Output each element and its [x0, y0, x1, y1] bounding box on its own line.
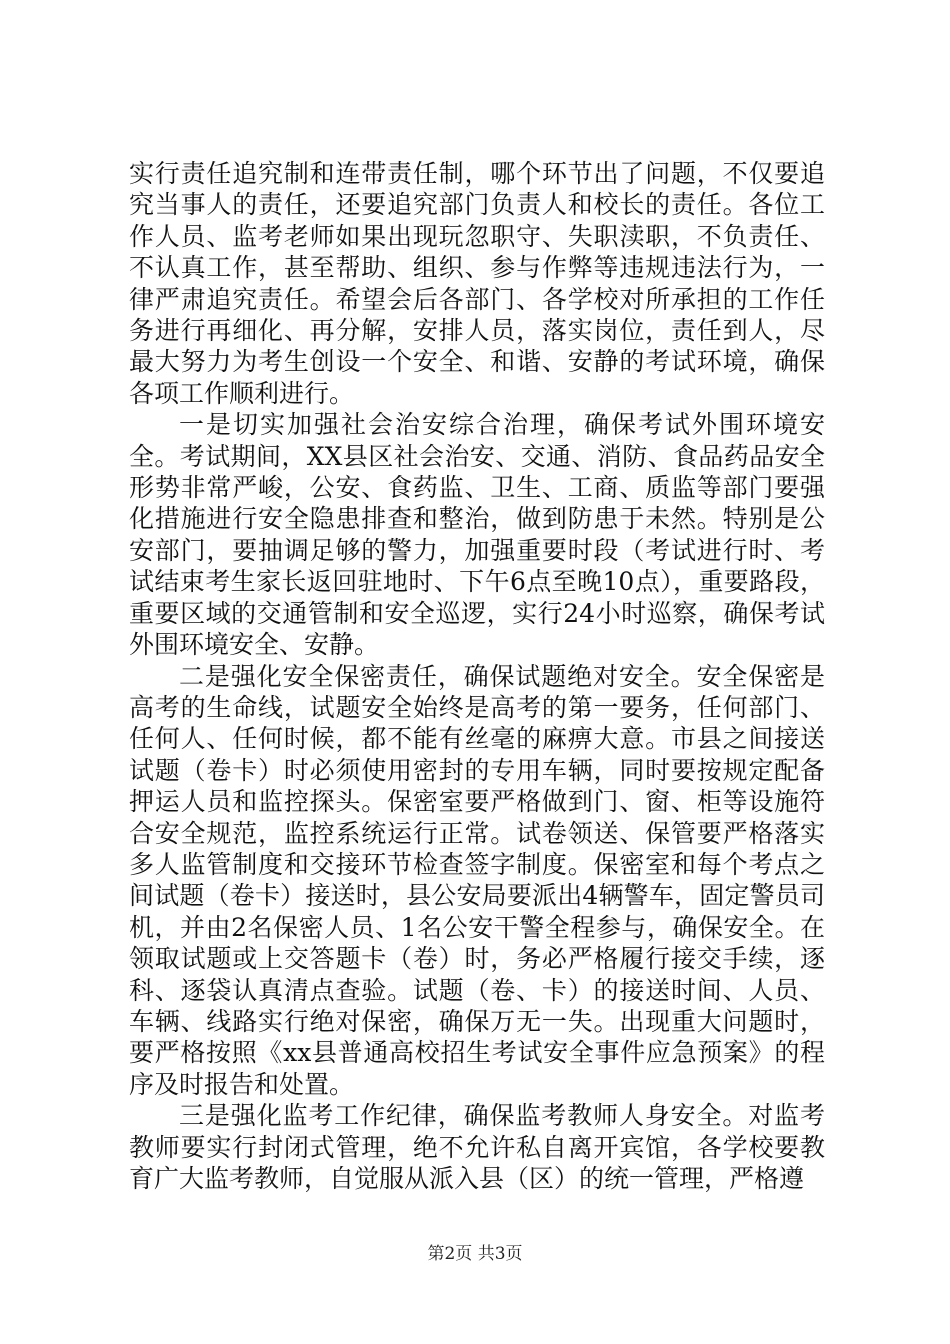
paragraph-invigilation-discipline: 三是强化监考工作纪律，确保监考教师人身安全。对监考教师要实行封闭式管理，绝不允许私自离开宾馆，各学校要教育广大监考教师，自觉服从派入县（区）的统一管理，严格遵: [129, 1101, 825, 1193]
page-number-footer: 第2页 共3页: [427, 1244, 523, 1264]
paragraph-public-security: 一是切实加强社会治安综合治理，确保考试外围环境安全。考试期间，XX县区社会治安、交通、消防、食品药品安全形势非常严峻，公安、食药监、卫生、工商、质监等部门要强化措施进行安全隐患排查和整治，做到防患于未然。特别是公安部门，要抽调足够的警力，加强重要时段（考试进行时、考试结束考生家长返回驻地时、下午6点至晚10点），重要路段，重要区域的交通管制和安全巡逻，实行24小时巡察，确保考试外围环境安全、安静。: [129, 410, 825, 660]
paragraph-continuation: 实行责任追究制和连带责任制，哪个环节出了问题，不仅要追究当事人的责任，还要追究部门负责人和校长的责任。各位工作人员、监考老师如果出现玩忽职守、失职渎职，不负责任、不认真工作，甚至帮助、组织、参与作弊等违规违法行为，一律严肃追究责任。希望会后各部门、各学校对所承担的工作任务进行再细化、再分解，安排人员，落实岗位，责任到人，尽最大努力为考生创设一个安全、和谐、安静的考试环境，确保各项工作顺利进行。: [129, 159, 825, 408]
paragraph-confidentiality: 二是强化安全保密责任，确保试题绝对安全。安全保密是高考的生命线，试题安全始终是高考的第一要务，任何部门、任何人、任何时候，都不能有丝毫的麻痹大意。市县之间接送试题（卷卡）时必须使用密封的专用车辆，同时要按规定配备押运人员和监控探头。保密室要严格做到门、窗、柜等设施符合安全规范，监控系统运行正常。试卷领送、保管要严格落实多人监管制度和交接环节检查签字制度。保密室和每个考点之间试题（卷卡）接送时，县公安局要派出4辆警车，固定警员司机，并由2名保密人员、1名公安干警全程参与，确保安全。在领取试题或上交答题卡（卷）时，务必严格履行接交手续，逐科、逐袋认真清点查验。试题（卷、卡）的接送时间、人员、车辆、线路实行绝对保密，确保万无一失。出现重大问题时，要严格按照《xx县普通高校招生考试安全事件应急预案》的程序及时报告和处置。: [129, 661, 825, 1099]
document-body: [129, 158, 825, 1218]
